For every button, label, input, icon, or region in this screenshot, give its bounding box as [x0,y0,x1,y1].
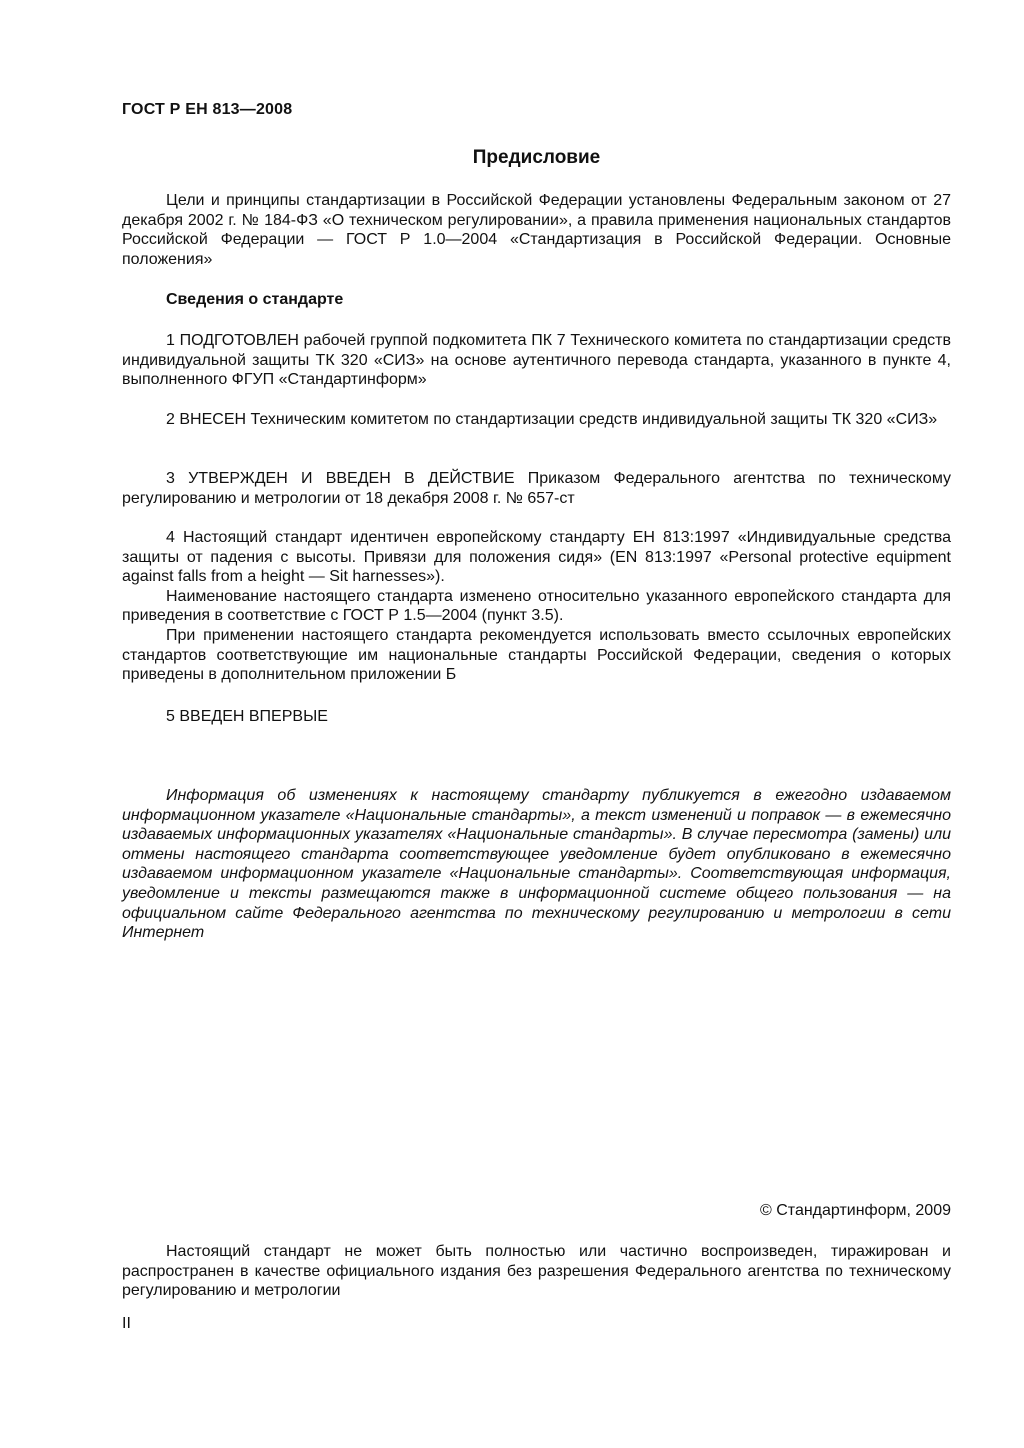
item-paragraph [122,528,951,587]
item-paragraph [122,410,951,430]
reproduction-notice-block [122,1242,951,1301]
item-text: рабочей группой подкомитета ПК 7 Технического комитета по стандартизации средств индивидуальной защиты ТК 320 «СИЗ» на основе аутентичного перевода стандарта, указанного в пункте 4, выполненного ФГУП «Стандартинформ» [122,332,952,389]
item-paragraph [122,707,951,727]
item-keyword: ПОДГОТОВЛЕН [179,332,299,349]
item-4-extra-1: Наименование настоящего стандарта изменено относительно указанного европейского стандарта для приведения в соответствие с ГОСТ Р 1.5—2004 (пункт 3.5). [122,587,951,625]
item-paragraph [122,331,951,390]
item-3 [122,469,951,508]
item-number: 3 [166,470,175,487]
changes-notice: Информация об изменениях к настоящему стандарту публикуется в ежегодно издаваемом информационном указателе «Национальные стандарты», а текст изменений и поправок — в ежемесячно издаваемых информационных указателях «Национальные стандарты». В случае пересмотра (замены) или отмены настоящего стандарта соответствующее уведомление будет опубликовано в ежемесячно издаваемом информационном указателе «Национальные стандарты». Соответствующая информация, уведомление и тексты размещаются также в информационной системе общего пользования — на официальном сайте Федерального агентства по техническому регулированию и метрологии в сети Интернет [122,787,951,942]
item-text: Приказом Федерального агентства по техническому регулированию и метрологии от 18 декабря 2008 г. № 657-ст [122,470,952,507]
item-paragraph [122,469,951,508]
item-2 [122,410,951,430]
page-number: II [122,1315,131,1332]
intro-block [122,191,951,269]
page-title: Предисловие [472,147,601,168]
item-4 [122,528,951,685]
item-4-extra-2: При применении настоящего стандарта рекомендуется использовать вместо ссылочных европейских стандартов соответствующие им национальные стандарты Российской Федерации, сведения о которых приведены в дополнительном приложении Б [122,626,951,684]
item-number: 1 [166,332,175,349]
reproduction-notice: Настоящий стандарт не может быть полностью или частично воспроизведен, тиражирован и распространен в качестве официального издания без разрешения Федерального агентства по техническому регулированию и метрологии [122,1243,951,1300]
item-keyword: ВНЕСЕН [179,411,247,428]
item-number: 4 [166,529,175,546]
item-number: 5 [166,708,175,725]
item-text: Настоящий стандарт идентичен европейскому стандарту ЕН 813:1997 «Индивидуальные средства защиты от падения с высоты. Привязи для положения сидя» (EN 813:1997 «Personal protective equipment against falls from a height — Sit harnesses»). [122,529,951,586]
item-1 [122,331,951,390]
copyright: © Стандартинформ, 2009 [760,1202,951,1219]
item-text: Техническим комитетом по стандартизации средств индивидуальной защиты ТК 320 «СИЗ» [250,411,938,428]
item-text: ВВЕДЕН ВПЕРВЫЕ [179,708,328,725]
item-5 [122,707,951,727]
intro-paragraph: Цели и принципы стандартизации в Российской Федерации установлены Федеральным законом от 27 декабря 2002 г. № 184-ФЗ «О техническом регулировании», а правила применения национальных стандартов Российской Федерации — ГОСТ Р 1.0—2004 «Стандартизация в Российской Федерации. Основные положения» [122,192,951,268]
item-keyword: УТВЕРЖДЕН И ВВЕДЕН В ДЕЙСТВИЕ [188,470,515,487]
item-number: 2 [166,411,175,428]
standard-info-heading: Сведения о стандарте [166,291,344,308]
document-code: ГОСТ Р ЕН 813—2008 [122,101,293,118]
changes-notice-block [122,786,951,943]
